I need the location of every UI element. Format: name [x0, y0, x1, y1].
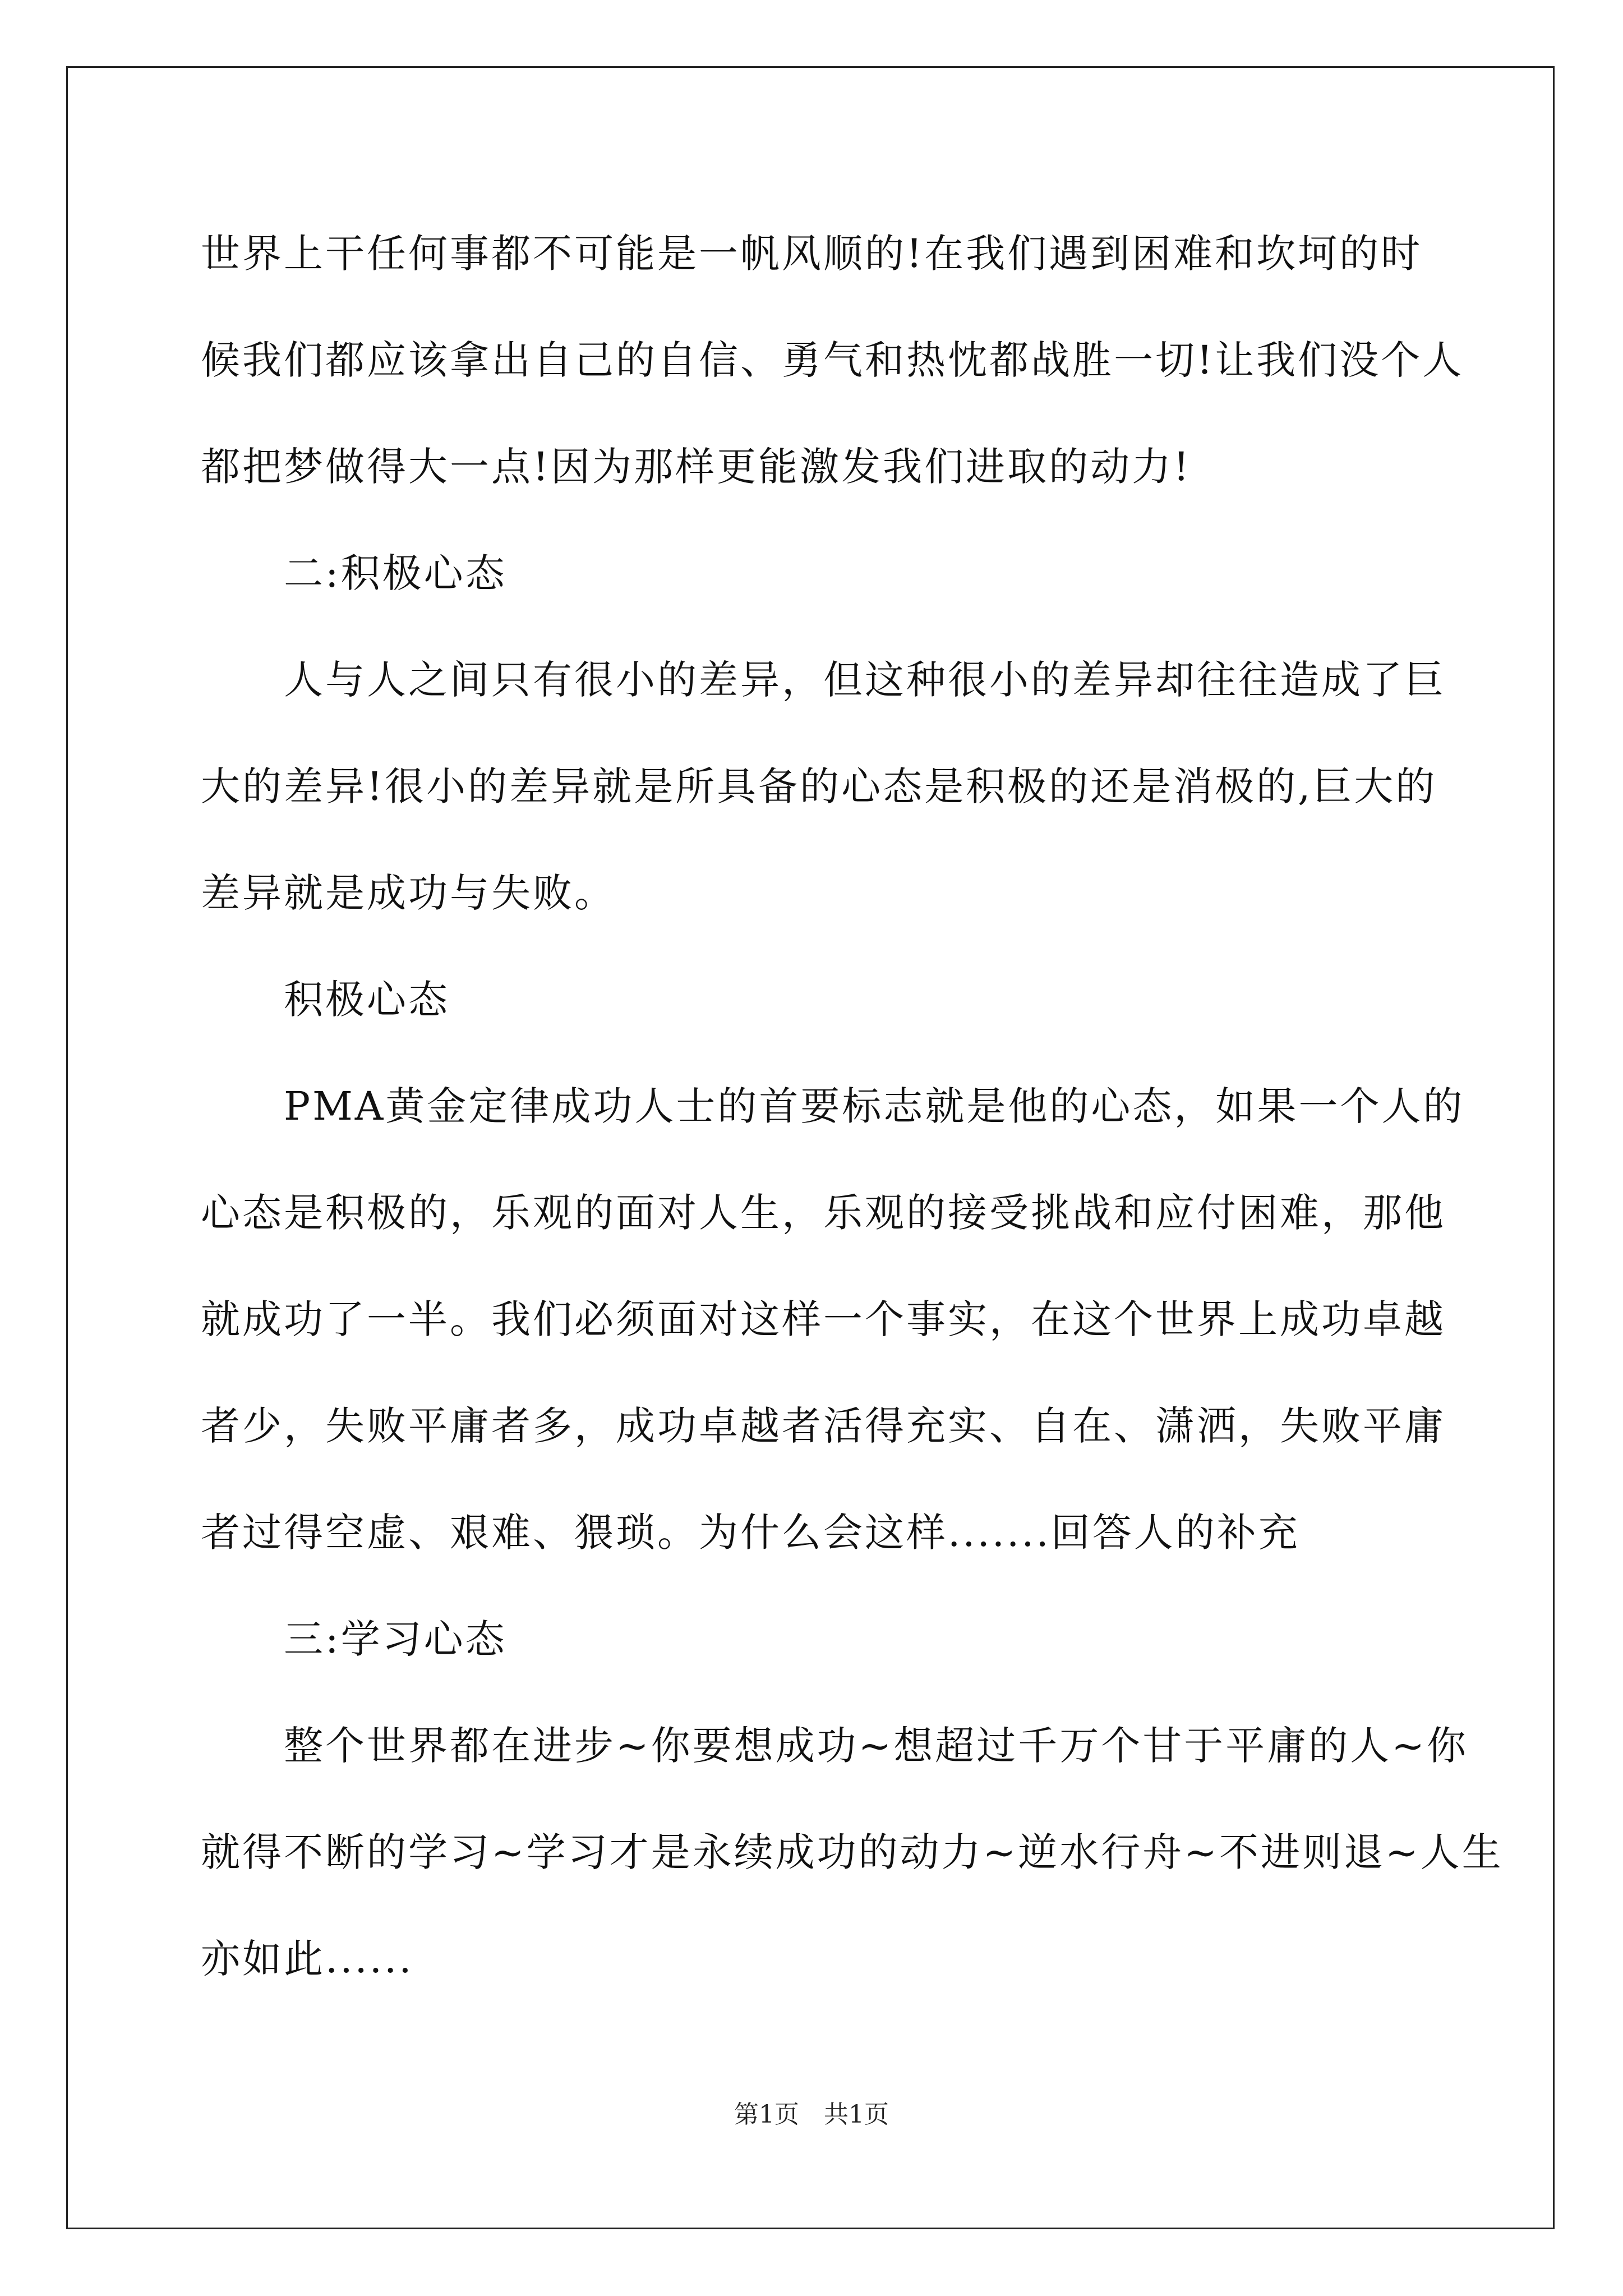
paragraph-line: PMA黄金定律成功人士的首要标志就是他的心态，如果一个人的 — [284, 1083, 1465, 1129]
paragraph-line: 整个世界都在进步~你要想成功~想超过千万个甘于平庸的人~你 — [284, 1723, 1468, 1769]
paragraph-line: 世界上干任何事都不可能是一帆风顺的!在我们遇到困难和坎坷的时 — [201, 231, 1423, 277]
paragraph-line: 就成功了一半。我们必须面对这样一个事实，在这个世界上成功卓越 — [201, 1296, 1446, 1342]
paragraph-line: 差异就是成功与失败。 — [201, 870, 616, 916]
paragraph-line: 人与人之间只有很小的差异，但这种很小的差异却往往造成了巨 — [284, 657, 1446, 703]
paragraph-line: 候我们都应该拿出自己的自信、勇气和热忱都战胜一切!让我们没个人 — [201, 337, 1464, 383]
section-heading: 积极心态 — [284, 977, 450, 1023]
section-heading: 三:学习心态 — [284, 1616, 507, 1662]
paragraph-line: 者少，失败平庸者多，成功卓越者活得充实、自在、潇洒，失败平庸 — [201, 1403, 1446, 1449]
paragraph-line: 大的差异!很小的差异就是所具备的心态是积极的还是消极的,巨大的 — [201, 763, 1437, 809]
paragraph-line: 都把梦做得大一点!因为那样更能激发我们进取的动力! — [201, 444, 1192, 490]
page-number-footer: 第1页 共1页 — [734, 2100, 889, 2129]
paragraph-line: 就得不断的学习~学习才是永续成功的动力~逆水行舟~不进则退~人生 — [201, 1829, 1504, 1875]
paragraph-line: 心态是积极的，乐观的面对人生，乐观的接受挑战和应付困难，那他 — [201, 1190, 1446, 1236]
section-heading: 二:积极心态 — [284, 550, 507, 596]
paragraph-line: 者过得空虚、艰难、猥琐。为什么会这样.......回答人的补充 — [201, 1510, 1300, 1556]
paragraph-line: 亦如此...... — [201, 1936, 414, 1982]
